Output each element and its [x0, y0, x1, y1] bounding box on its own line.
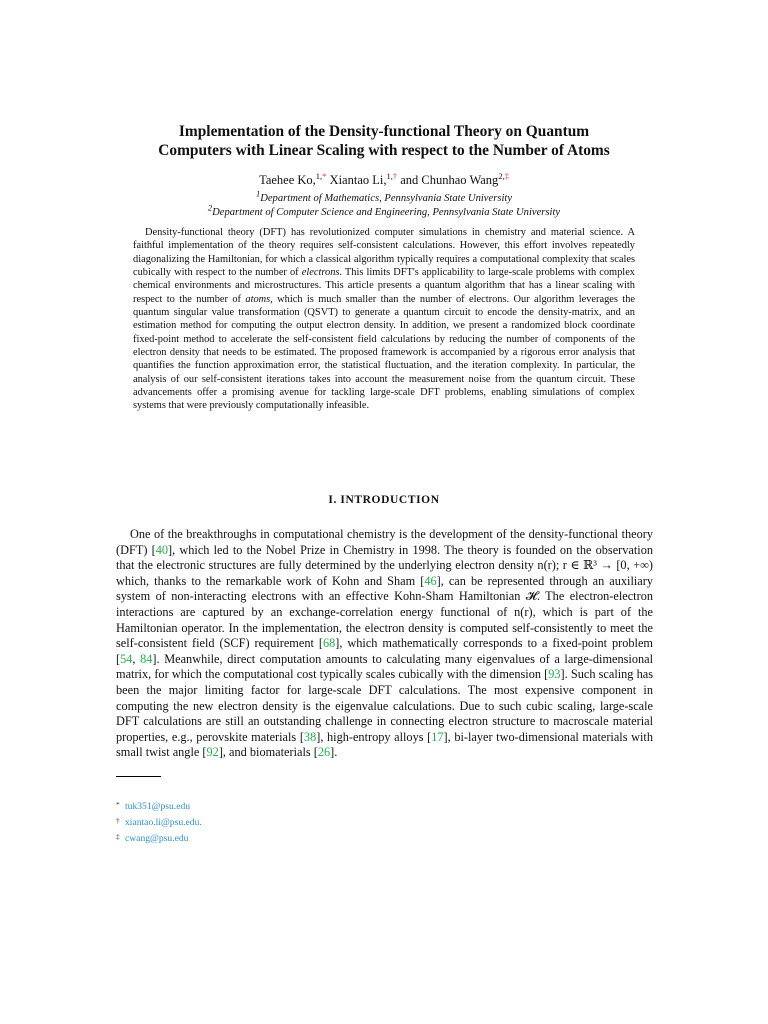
author-1-affil: 1,	[315, 170, 323, 181]
intro-text: ]. Such scaling has been the major limiting factor for large-scale DFT calculations. The most expensive component in computing the new electron density is the eigenvalue calculations. Due to such cubic scaling, large-scale DFT calculations are still an outstanding challenge in connecting electron structure to macroscale material properties, e.g., perovskite materials [	[116, 667, 653, 744]
email-link[interactable]: cwang@psu.edu	[125, 832, 189, 844]
citation-link[interactable]: 68	[322, 636, 336, 651]
abstract-part-1: Density-functional theory (DFT) has revolutionized computer simulations in chemistry and material science. A faithful implementation of the theory requires self-consistent calculations. However, this effort involves repeatedly diagonalizing the Hamiltonian, for which a classical algorithm typically requires a computational complexity that scales cubically with respect to the number of	[133, 227, 635, 279]
affiliation-1	[90, 188, 678, 205]
author-3-affil: 2,	[498, 170, 505, 181]
abstract-em-atoms: atoms	[245, 293, 271, 305]
author-1: Taehee Ko,	[259, 173, 316, 187]
citation-link[interactable]: 46	[424, 573, 437, 588]
intro-text: ], and biomaterials [	[218, 745, 318, 760]
email-link[interactable]: tuk351@psu.edu	[125, 801, 191, 812]
citation-link[interactable]: 17	[431, 729, 444, 744]
intro-text: ], can be represented through an auxiliary system of non-interacting electrons with an effective Kohn-Sham Hamiltonian 𝓗. The electron-electron interactions are captured by an exchange-correlation energy functional of n(r), which is part of the Hamiltonian operator. In the implementation, the electron density is computed self-consistently to meet the self-consistent field (SCF) requirement [	[116, 573, 653, 651]
abstract-part-3: , which is much smaller than the number of electrons. Our algorithm leverages the quantum singular value transformation (QSVT) to generate a quantum circuit to encode the density-matrix, and an estimation method for computing the output electron density. In addition, we present a randomized block coordinate fixed-point method to accelerate the self-consistent field calculations by reducing the number of components of the electron density that needs to be estimated. The proposed framework is accompanied by a rigorous error analysis that quantifies the function approximation error, the statistical fluctuation, and the iteration complexity. In particular, the analysis of our self-consistent iterations takes into account the measurement noise from the quantum circuit. These advancements offer a promising avenue for tackling large-scale DFT problems, enabling simulations of complex systems that were previously computationally infeasible.	[133, 293, 636, 412]
citation-link[interactable]: 40	[155, 542, 169, 557]
footnote-mark: *	[116, 800, 120, 809]
title-line-2: Computers with Linear Scaling with respect to the Number of Atoms	[158, 142, 610, 159]
footnote-item	[116, 830, 202, 846]
intro-text: ]. Meanwhile, direct computation amounts to calculating many eigenvalues of a large-dimensional matrix, for which the computational cost typically scales cubically with the dimension [	[116, 651, 653, 682]
intro-text: ], which mathematically corresponds to a fixed-point problem [	[116, 636, 653, 666]
intro-text: ], bi-layer two-dimensional materials with small twist angle [	[116, 729, 653, 760]
intro-body	[116, 527, 653, 761]
author-1-mark: *	[322, 170, 327, 181]
author-2-mark: †	[392, 170, 398, 181]
intro-text: ], which led to the Nobel Prize in Chemistry in 1998. The theory is founded on the observation that the electronic structures are fully determined by the underlying electron density n(r); r ∈ ℝ³ → [0, +∞) which, thanks to the remarkable work of Kohn and Sham [	[116, 542, 653, 588]
footnote-item	[116, 814, 202, 830]
citation-link[interactable]: 84	[140, 651, 153, 666]
author-list	[90, 172, 678, 188]
intro-text: ,	[132, 651, 141, 666]
footnote-mark: ‡	[116, 831, 120, 841]
author-3-mark: ‡	[504, 170, 509, 181]
abstract-paragraph	[133, 226, 635, 413]
email-link[interactable]: xiantao.li@psu.edu.	[125, 816, 202, 828]
author-3: Chunhao Wang	[421, 173, 499, 187]
section-heading: I. INTRODUCTION	[328, 494, 440, 506]
affiliation-1-number: 1	[255, 188, 261, 199]
affiliation-1-text: Department of Mathematics, Pennsylvania State University	[260, 193, 513, 204]
abstract	[133, 226, 635, 413]
citation-link[interactable]: 92	[206, 745, 219, 760]
intro-text: One of the breakthroughs in computational chemistry is the development of the density-functional theory (DFT) [	[116, 527, 653, 557]
footnote-divider	[116, 776, 161, 777]
paper-title	[90, 122, 678, 160]
intro-paragraph	[116, 527, 653, 761]
abstract-part-2: . This limits DFT's applicability to large-scale problems with complex chemical environments and microstructures. This article presents a quantum algorithm that has a linear scaling with respect to the number of	[133, 267, 636, 305]
author-connector: and	[400, 173, 419, 187]
intro-text: ].	[330, 745, 338, 760]
title-line-1: Implementation of the Density-functional Theory on Quantum	[178, 123, 590, 140]
footnote-mark: †	[116, 815, 120, 825]
author-2-affil: 1,	[386, 170, 393, 181]
citation-link[interactable]: 26	[317, 745, 331, 760]
affiliation-2	[90, 202, 678, 219]
footnotes	[116, 798, 202, 845]
citation-link[interactable]: 38	[303, 729, 317, 744]
intro-text: ], high-entropy alloys [	[316, 729, 432, 744]
abstract-em-electrons: electrons	[301, 267, 340, 279]
footnote-item	[116, 798, 202, 814]
citation-link[interactable]: 93	[548, 667, 561, 682]
affiliation-2-number: 2	[207, 202, 213, 213]
citation-link[interactable]: 54	[120, 651, 133, 666]
affiliation-2-text: Department of Computer Science and Engineering, Pennsylvania State University	[212, 207, 561, 218]
author-2: Xiantao Li,	[329, 173, 387, 187]
